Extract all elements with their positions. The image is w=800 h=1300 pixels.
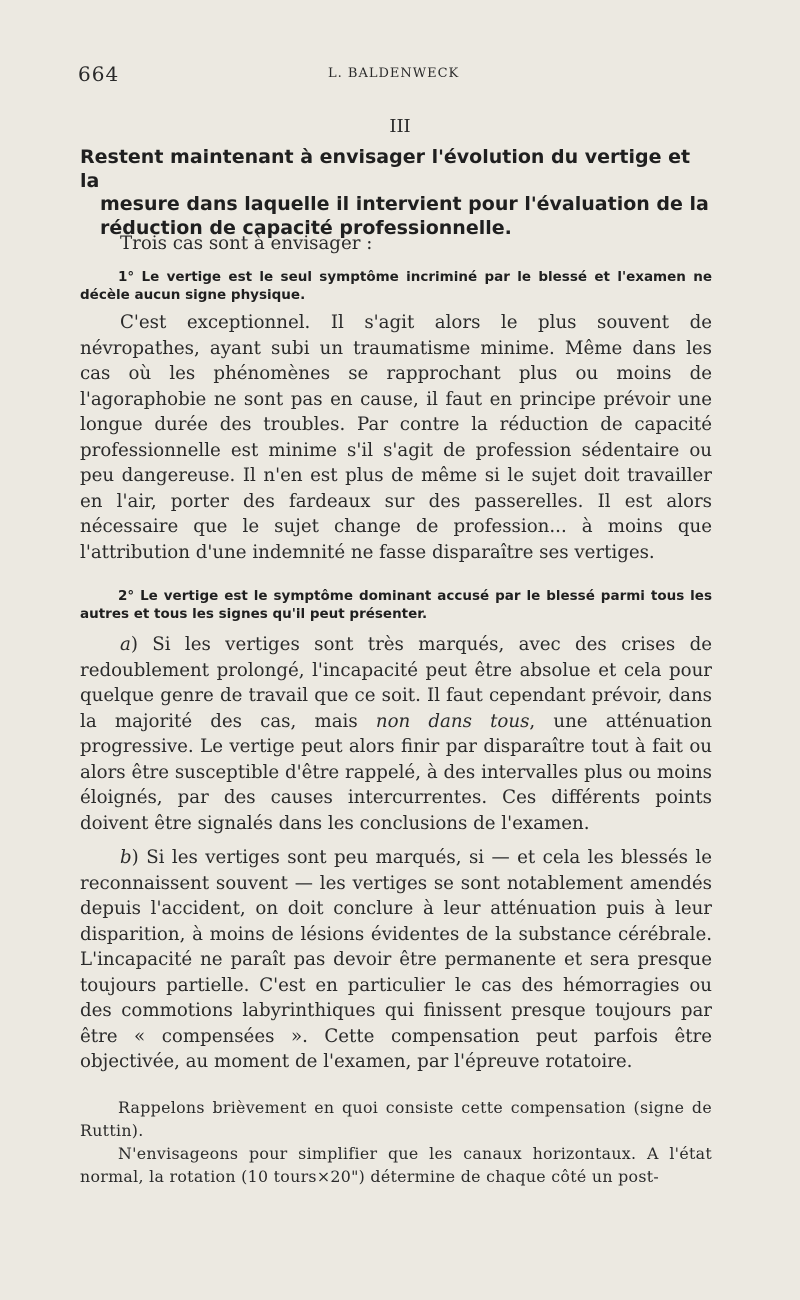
section-intro-rest: mesure dans laquelle il intervient pour l'évaluation de la réduction de capacité professionnelle. [100,193,709,239]
cases-intro: Trois cas sont à envisager : [120,233,373,254]
page-header [78,62,740,92]
case2-a-italic: non dans tous [375,710,530,732]
case2-paragraph-b: b) Si les vertiges sont peu marqués, si — et cela les blessés le reconnaissent souvent — les vertiges se sont notablement amendés depuis l'accident, on doit conclure à leur atténuation puis à leur disparition, à moins de lésions évidentes de la substance cérébrale. L'incapacité ne paraît pas devoir être permanente et sera presque toujours partielle. C'est en particulier le cas des hémorragies ou des commotions labyrinthiques qui finissent presque toujours par être « compensées ». Cette compensation peut parfois être objectivée, au moment de l'examen, par l'épreuve rotatoire. [80,847,712,1072]
case2-a-text-after: , une atténuation progressive. Le vertige peut alors finir par disparaître tout à fait ou alors être susceptible d'être rappelé, à des intervalles plus ou moins éloignés, par des causes intercurrentes. Ces différents points doivent être signalés dans les conclusions de l'examen. [80,710,712,834]
case1-heading: 1° Le vertige est le seul symptôme incriminé par le blessé et l'examen ne décèle aucun signe physique. [80,269,712,303]
running-head: L. BALDENWECK [328,66,460,81]
section-intro-line1: Restent maintenant à envisager l'évolution du vertige et la [80,146,691,192]
section-intro-heading [80,146,716,240]
case2-b-label: b [120,847,132,868]
case1-paragraph: C'est exceptionnel. Il s'agit alors le plus souvent de névropathes, ayant subi un traumatisme minime. Même dans les cas où les phénomènes se rapprochant plus ou moins de l'agoraphobie ne sont pas en cause, il faut en principe prévoir une longue durée des troubles. Par contre la réduction de capacité professionnelle est minime s'il s'agit de profession sédentaire ou peu dangereuse. Il n'en est plus de même si le sujet doit travailler en l'air, porter des fardeaux sur des passerelles. Il est alors nécessaire que le sujet change de profession... à moins que l'attribution d'une indemnité ne fasse disparaître ses vertiges. [80,312,712,563]
case2-a-text-before: Si les vertiges sont très marqués, avec des crises de redoublement prolongé, l'incapacité peut être absolue et cela pour quelque genre de travail que ce soit. Il faut cependant prévoir, dans la majorité des cas, mais [80,634,712,732]
case2-heading: 2° Le vertige est le symptôme dominant accusé par le blessé parmi tous les autres et tous les signes qu'il peut présenter. [80,588,712,622]
case2-b-text: Si les vertiges sont peu marqués, si — et cela les blessés le reconnaissent souvent — les vertiges se sont notablement amendés depuis l'accident, on doit conclure à leur atténuation puis à leur disparition, à moins de lésions évidentes de la substance cérébrale. L'incapacité ne paraît pas devoir être permanente et sera presque toujours partielle. C'est en particulier le cas des hémorragies ou des commotions labyrinthiques qui finissent presque toujours par être « compensées ». Cette compensation peut parfois être objectivée, au moment de l'examen, par l'épreuve rotatoire. [80,847,712,1072]
section-number: III [389,116,411,137]
small-paragraph-1: Rappelons brièvement en quoi consiste cette compensation (signe de Ruttin). [80,1098,712,1140]
page-number: 664 [78,62,120,86]
case2-a-label: a [120,634,131,655]
small-paragraph-2: N'envisageons pour simplifier que les canaux horizontaux. A l'état normal, la rotation (10 tours×20") détermine de chaque côté un post- [80,1144,712,1186]
case2-paragraph-a: a) Si les vertiges sont très marqués, avec des crises de redoublement prolongé, l'incapacité peut être absolue et cela pour quelque genre de travail que ce soit. Il faut cependant prévoir, dans la majorité des cas, mais non dans tous, une atténuation progressive. Le vertige peut alors finir par disparaître tout à fait ou alors être susceptible d'être rappelé, à des intervalles plus ou moins éloignés, par des causes intercurrentes. Ces différents points doivent être signalés dans les conclusions de l'examen. [80,634,712,834]
